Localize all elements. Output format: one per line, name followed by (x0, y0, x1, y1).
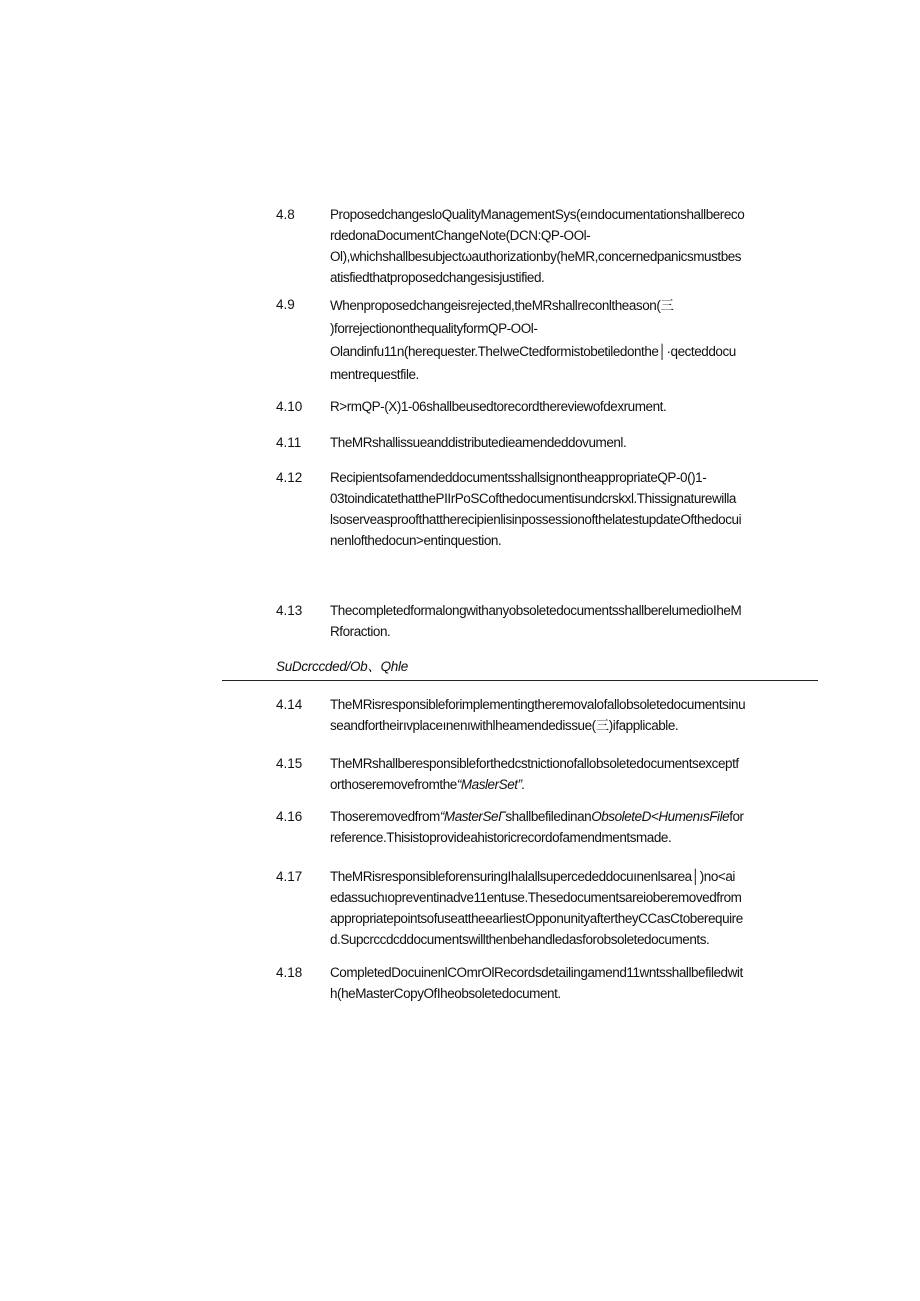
clause-line: edassuchıopreventinadve11entuse.Thesedocumentsareioberemovedfrom (330, 890, 742, 905)
clause-number: 4.11 (276, 435, 302, 450)
clause-text (330, 694, 816, 736)
clause-line: Olandinfu11n(herequester.TheIweCtedformistobetiledonthe│·qecteddocu (330, 344, 736, 359)
clause-line: Rforaction. (330, 624, 391, 639)
master-set-term: “MaslerSet”. (456, 777, 525, 792)
clause-number: 4.15 (276, 756, 303, 771)
clause-text (330, 396, 816, 417)
clause-line (330, 774, 816, 795)
clause-line: rdedonaDocumentChangeNote(DCN:QP-OOl- (330, 228, 591, 243)
clause-text (330, 600, 816, 642)
clause-number: 4.12 (276, 470, 303, 485)
section-divider (222, 680, 818, 681)
clause-line: mentrequestfile. (330, 367, 419, 382)
clause-segment: shallbefiledinan (505, 809, 592, 824)
clause-line: atisfiedthatproposedchangesisjustified. (330, 270, 545, 285)
clause-number: 4.16 (276, 809, 303, 824)
clause-line: TheMRshallissueanddistributedieamendeddovumenl. (330, 435, 627, 450)
section-heading: SuDcrccded/Ob、Qhle (276, 659, 408, 674)
clause-line: lsoserveasproofthattherecipienlisinpossessionofthelatestupdateOfthedocui (330, 512, 742, 527)
clause-line: 03toindicatethatthePIIrPoSCofthedocumentisundcrskxl.Thissignaturewilla (330, 491, 736, 506)
clause-line: ThecompletedformalongwithanyobsoletedocumentsshallberelumedioIheM (330, 603, 742, 618)
clause-line: d.Supcrccdcddocumentswillthenbehandledasforobsoletedocuments. (330, 932, 710, 947)
clause-segment: Thoseremovedfrom (330, 809, 440, 824)
clause-number: 4.10 (276, 399, 303, 414)
clause-line: )forrejectiononthequalityformQP-OOl- (330, 321, 538, 336)
clause-text (330, 204, 816, 288)
clause-line: Whenproposedchangeisrejected,theMRshallreconltheason(三 (330, 298, 674, 313)
clause-line: TheMRshallberesponsibleforthedcstnictionofallobsoletedocumentsexceptf (330, 756, 739, 771)
clause-text (330, 753, 816, 795)
clause-number: 4.9 (276, 297, 295, 312)
clause-line: appropriatepointsofuseattheearliestOpponunityaftertheyCCasCtoberequire (330, 911, 743, 926)
obsolete-file-term: ObsoleteD<HumenısFile (591, 809, 730, 824)
clause-number: 4.8 (276, 207, 295, 222)
clause-line: TheMRisresponsibleforimplementingtheremovalofallobsoletedocumentsinu (330, 697, 746, 712)
clause-segment: for (729, 809, 744, 824)
clause-line: RecipientsofamendeddocumentsshallsignontheappropriateQP-0()1- (330, 470, 707, 485)
clause-text (330, 806, 816, 848)
clause-text (330, 294, 816, 386)
clause-line (330, 806, 816, 827)
clause-line: CompletedDocuinenlCOmrOlRecordsdetailingamend11wntsshallbefiledwit (330, 965, 743, 980)
clause-line: reference.Thisistoprovideahistoricrecordofamendmentsmade. (330, 830, 672, 845)
clause-line: R>rmQP-(X)1-06shallbeusedtorecordthereviewofdexrument. (330, 399, 667, 414)
clause-number: 4.14 (276, 697, 303, 712)
clause-line: h(heMasterCopyOfIheobsoletedocument. (330, 986, 561, 1001)
master-set-term: “MasterSeΓ (439, 809, 506, 824)
clause-line: seandfortheirıvplaceınenıwithlheamendedissue(三)ifapplicable. (330, 718, 679, 733)
clause-line: TheMRisresponsibleforensuringIhalallsupercededdocuınenlsarea│)no<ai (330, 869, 735, 884)
clause-number: 4.17 (276, 869, 303, 884)
clause-line: ProposedchangesloQualityManagementSys(eındocumentationshallbereco (330, 207, 745, 222)
clause-text (330, 467, 816, 551)
clause-number: 4.18 (276, 965, 303, 980)
clause-line: Ol),whichshallbesubjectωauthorizationby(heMR,concernedpanicsmustbes (330, 249, 742, 264)
clause-line: nenlofthedocun>entinquestion. (330, 533, 502, 548)
clause-text (330, 432, 816, 453)
clause-text (330, 962, 816, 1004)
clause-text (330, 866, 816, 950)
clause-line-plain: orthoseremovefromthe (330, 777, 457, 792)
clause-number: 4.13 (276, 603, 303, 618)
